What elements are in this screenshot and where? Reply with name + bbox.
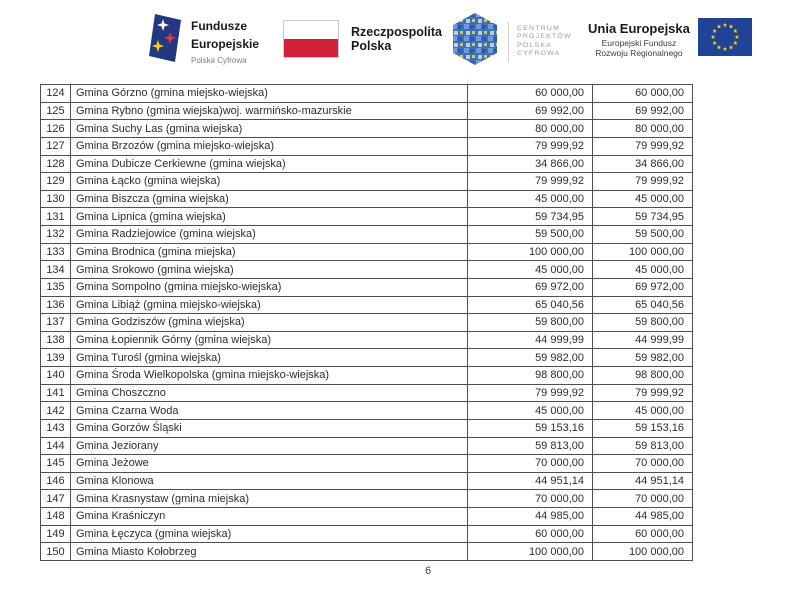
gmina-name: Gmina Brzozów (gmina miejsko-wiejska) (71, 137, 468, 155)
eu-subtitle-line2: Rozwoju Regionalnego (595, 48, 683, 58)
row-number: 132 (41, 226, 71, 244)
amount-paid: 60 000,00 (593, 525, 693, 543)
row-number: 138 (41, 331, 71, 349)
amount-granted: 79 999,92 (468, 173, 593, 191)
row-number: 149 (41, 525, 71, 543)
row-number: 150 (41, 543, 71, 561)
amount-granted: 100 000,00 (468, 543, 593, 561)
amount-granted: 60 000,00 (468, 525, 593, 543)
row-number: 148 (41, 508, 71, 526)
amount-granted: 80 000,00 (468, 120, 593, 138)
amount-paid: 65 040,56 (593, 296, 693, 314)
amount-paid: 100 000,00 (593, 243, 693, 261)
gmina-name: Gmina Łopiennik Górny (gmina wiejska) (71, 331, 468, 349)
table-row (41, 296, 693, 314)
gmina-name: Gmina Libiąż (gmina miejsko-wiejska) (71, 296, 468, 314)
amount-paid: 80 000,00 (593, 120, 693, 138)
gmina-name: Gmina Choszczno (71, 384, 468, 402)
amount-granted: 70 000,00 (468, 455, 593, 473)
rzeczpospolita-polska-logo (283, 20, 442, 58)
gmina-name: Gmina Górzno (gmina miejsko-wiejska) (71, 85, 468, 103)
cppc-line-1: CENTRUM (517, 24, 561, 32)
amount-paid: 69 972,00 (593, 278, 693, 296)
table-row (41, 525, 693, 543)
row-number: 140 (41, 367, 71, 385)
amount-paid: 44 951,14 (593, 472, 693, 490)
table-row (41, 384, 693, 402)
gmina-name: Gmina Jeżowe (71, 455, 468, 473)
gmina-funding-table (40, 84, 693, 561)
row-number: 145 (41, 455, 71, 473)
table-row (41, 455, 693, 473)
cppc-line-3: POLSKA (517, 41, 553, 49)
amount-granted: 45 000,00 (468, 402, 593, 420)
table-row (41, 137, 693, 155)
amount-paid: 59 982,00 (593, 349, 693, 367)
gmina-name: Gmina Kraśniczyn (71, 508, 468, 526)
cppc-logo-icon (452, 12, 498, 71)
amount-granted: 98 800,00 (468, 367, 593, 385)
table-row (41, 85, 693, 103)
amount-paid: 100 000,00 (593, 543, 693, 561)
fundusze-europejskie-flag-icon (148, 12, 182, 69)
amount-granted: 60 000,00 (468, 85, 593, 103)
cppc-line-4: CYFROWA (517, 50, 561, 57)
eu-subtitle-line1: Europejski Fundusz (601, 38, 677, 48)
table-row (41, 472, 693, 490)
table-row (41, 367, 693, 385)
table-row (41, 314, 693, 332)
amount-granted: 34 866,00 (468, 155, 593, 173)
amount-paid: 59 813,00 (593, 437, 693, 455)
row-number: 146 (41, 472, 71, 490)
gmina-name: Gmina Gorzów Śląski (71, 419, 468, 437)
gmina-name: Gmina Krasnystaw (gmina miejska) (71, 490, 468, 508)
gmina-name: Gmina Godziszów (gmina wiejska) (71, 314, 468, 332)
gmina-name: Gmina Sompolno (gmina miejsko-wiejska) (71, 278, 468, 296)
table-row (41, 243, 693, 261)
cppc-logo (452, 12, 572, 71)
amount-granted: 79 999,92 (468, 384, 593, 402)
row-number: 128 (41, 155, 71, 173)
amount-paid: 59 800,00 (593, 314, 693, 332)
gmina-table-body (41, 85, 693, 561)
gmina-name: Gmina Lipnica (gmina wiejska) (71, 208, 468, 226)
table-row (41, 208, 693, 226)
amount-granted: 45 000,00 (468, 190, 593, 208)
gmina-name: Gmina Czarna Woda (71, 402, 468, 420)
gmina-name: Gmina Radziejowice (gmina wiejska) (71, 226, 468, 244)
amount-granted: 44 999,99 (468, 331, 593, 349)
row-number: 142 (41, 402, 71, 420)
table-row (41, 437, 693, 455)
amount-paid: 45 000,00 (593, 190, 693, 208)
table-row (41, 190, 693, 208)
amount-paid: 98 800,00 (593, 367, 693, 385)
table-row (41, 331, 693, 349)
amount-granted: 59 982,00 (468, 349, 593, 367)
row-number: 127 (41, 137, 71, 155)
gmina-name: Gmina Klonowa (71, 472, 468, 490)
row-number: 147 (41, 490, 71, 508)
gmina-name: Gmina Środa Wielkopolska (gmina miejsko-wiejska) (71, 367, 468, 385)
pl-line1: Rzeczpospolita (351, 25, 442, 39)
fundusze-europejskie-text (191, 17, 259, 65)
row-number: 133 (41, 243, 71, 261)
row-number: 129 (41, 173, 71, 191)
row-number: 134 (41, 261, 71, 279)
amount-paid: 45 000,00 (593, 402, 693, 420)
gmina-name: Gmina Łęczyca (gmina wiejska) (71, 525, 468, 543)
page-number: 6 (424, 565, 432, 577)
row-number: 135 (41, 278, 71, 296)
amount-paid: 79 999,92 (593, 384, 693, 402)
amount-granted: 44 951,14 (468, 472, 593, 490)
amount-granted: 79 999,92 (468, 137, 593, 155)
amount-paid: 79 999,92 (593, 173, 693, 191)
amount-paid: 59 153,16 (593, 419, 693, 437)
row-number: 139 (41, 349, 71, 367)
amount-granted: 69 972,00 (468, 278, 593, 296)
amount-granted: 59 800,00 (468, 314, 593, 332)
gmina-name: Gmina Miasto Kołobrzeg (71, 543, 468, 561)
amount-granted: 65 040,56 (468, 296, 593, 314)
eu-title: Unia Europejska (588, 21, 690, 36)
table-row (41, 261, 693, 279)
row-number: 124 (41, 85, 71, 103)
row-number: 144 (41, 437, 71, 455)
table-row (41, 490, 693, 508)
amount-granted: 69 992,00 (468, 102, 593, 120)
table-row (41, 155, 693, 173)
amount-paid: 79 999,92 (593, 137, 693, 155)
table-row (41, 226, 693, 244)
amount-granted: 59 734,95 (468, 208, 593, 226)
gmina-name: Gmina Jeziorany (71, 437, 468, 455)
amount-paid: 44 985,00 (593, 508, 693, 526)
table-row (41, 419, 693, 437)
fe-subtitle: Polska Cyfrowa (191, 55, 247, 65)
table-row (41, 278, 693, 296)
row-number: 131 (41, 208, 71, 226)
row-number: 143 (41, 419, 71, 437)
amount-paid: 70 000,00 (593, 490, 693, 508)
amount-granted: 59 500,00 (468, 226, 593, 244)
table-row (41, 173, 693, 191)
cppc-line-2: PROJEKTÓW (517, 33, 572, 40)
row-number: 136 (41, 296, 71, 314)
gmina-name: Gmina Suchy Las (gmina wiejska) (71, 120, 468, 138)
amount-paid: 34 866,00 (593, 155, 693, 173)
fundusze-europejskie-logo (148, 12, 259, 69)
amount-granted: 100 000,00 (468, 243, 593, 261)
amount-granted: 44 985,00 (468, 508, 593, 526)
row-number: 125 (41, 102, 71, 120)
amount-paid: 59 734,95 (593, 208, 693, 226)
amount-paid: 70 000,00 (593, 455, 693, 473)
unia-europejska-logo (588, 18, 752, 61)
amount-granted: 70 000,00 (468, 490, 593, 508)
row-number: 130 (41, 190, 71, 208)
row-number: 137 (41, 314, 71, 332)
table-row (41, 402, 693, 420)
gmina-name: Gmina Dubicze Cerkiewne (gmina wiejska) (71, 155, 468, 173)
gmina-name: Gmina Biszcza (gmina wiejska) (71, 190, 468, 208)
amount-paid: 59 500,00 (593, 226, 693, 244)
amount-granted: 59 153,16 (468, 419, 593, 437)
poland-flag-icon (283, 20, 339, 58)
amount-paid: 45 000,00 (593, 261, 693, 279)
pl-line2: Polska (351, 39, 392, 53)
table-row (41, 543, 693, 561)
cppc-separator (508, 22, 509, 62)
table-row (41, 120, 693, 138)
eu-flag-icon (698, 18, 752, 61)
row-number: 141 (41, 384, 71, 402)
gmina-name: Gmina Turośl (gmina wiejska) (71, 349, 468, 367)
amount-paid: 60 000,00 (593, 85, 693, 103)
gmina-name: Gmina Brodnica (gmina miejska) (71, 243, 468, 261)
amount-paid: 69 992,00 (593, 102, 693, 120)
gmina-name: Gmina Rybno (gmina wiejska)woj. warmińsko-mazurskie (71, 102, 468, 120)
table-row (41, 102, 693, 120)
amount-granted: 59 813,00 (468, 437, 593, 455)
table-row (41, 508, 693, 526)
fe-title-line1: Fundusze (191, 18, 247, 33)
table-row (41, 349, 693, 367)
row-number: 126 (41, 120, 71, 138)
fe-title-line2: Europejskie (191, 36, 260, 51)
gmina-name: Gmina Srokowo (gmina wiejska) (71, 261, 468, 279)
amount-granted: 45 000,00 (468, 261, 593, 279)
gmina-name: Gmina Łącko (gmina wiejska) (71, 173, 468, 191)
amount-paid: 44 999,99 (593, 331, 693, 349)
